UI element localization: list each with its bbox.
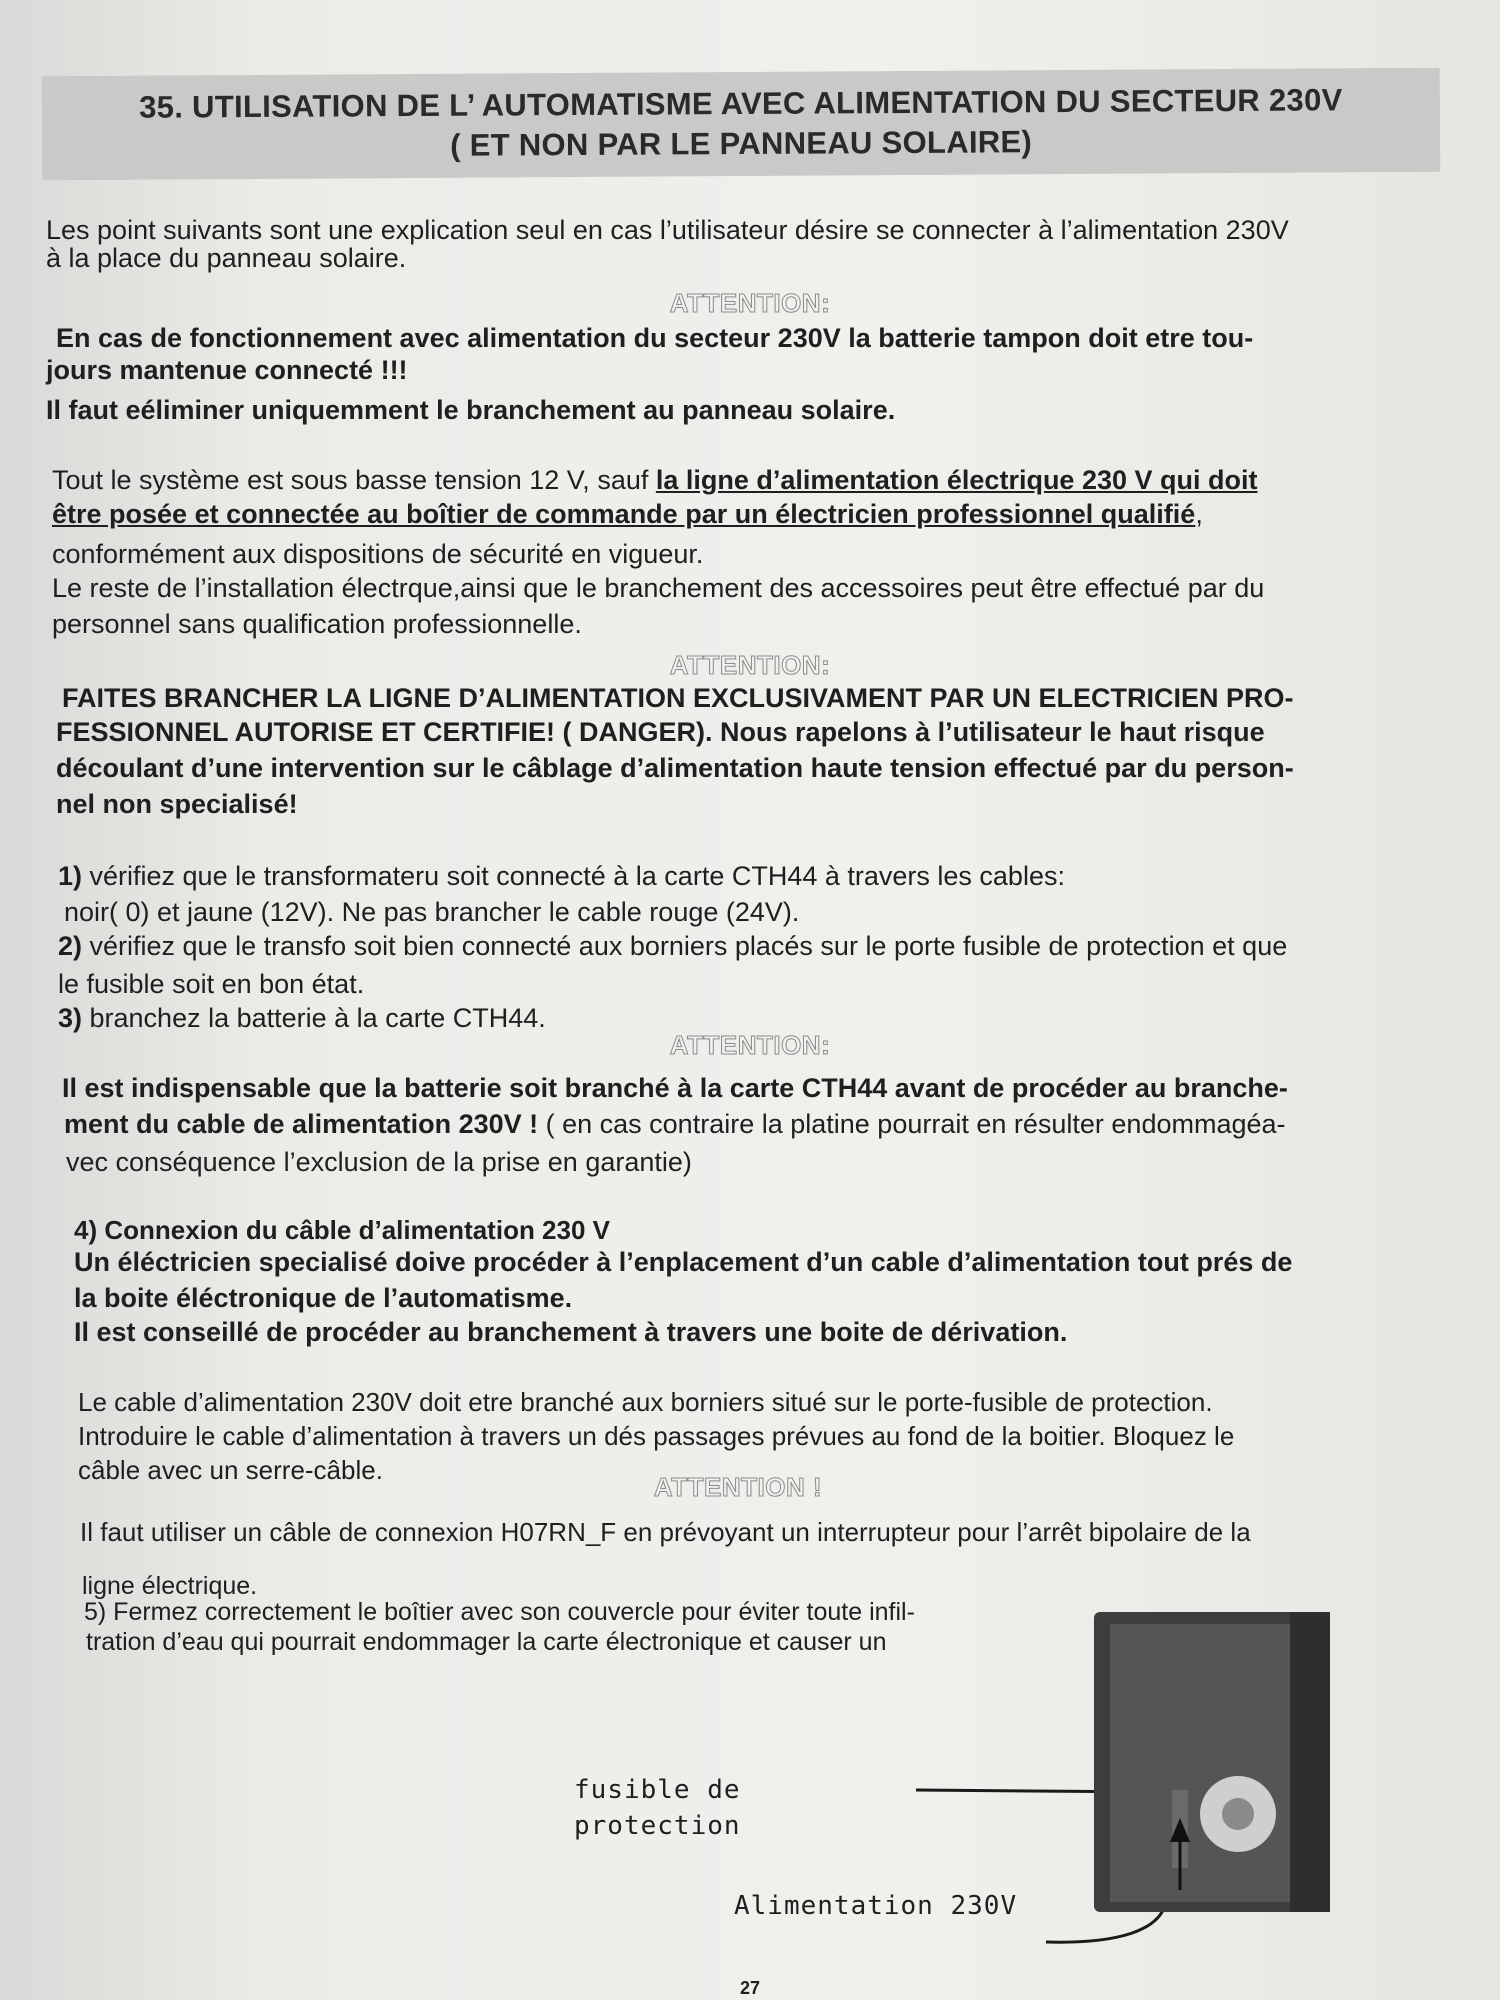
final-line-1: Il faut utiliser un câble de connexion H07RN_F en prévoyant un interrupteur pour l’arrêt bipolaire de la xyxy=(80,1517,1251,1547)
warning-2-line-3: découlant d’une intervention sur le câblage d’alimentation haute tension effectué par du person- xyxy=(56,753,1294,783)
cable-line-3: câble avec un serre-câble. xyxy=(78,1455,383,1485)
warning-2-line-4: nel non specialisé! xyxy=(56,789,298,819)
voltage-line-1-emphasis: la ligne d’alimentation électrique 230 V qui doit xyxy=(655,465,1258,495)
warning-3-emphasis: ment du cable de alimentation 230V ! xyxy=(64,1109,546,1139)
step-5-line-2: tration d’eau qui pourrait endommager la carte électronique et causer un xyxy=(86,1628,887,1656)
voltage-line-4: Le reste de l’installation électrque,ainsi que le branchement des accessoires peut être effectué par du xyxy=(52,573,1265,603)
cable-line-2: Introduire le cable d’alimentation à travers un dés passages prévues au fond de la boitier. Bloquez le xyxy=(78,1421,1235,1451)
warning-2-line-2: FESSIONNEL AUTORISE ET CERTIFIE! ( DANGER). Nous rapelons à l’utilisateur le haut risque xyxy=(56,717,1265,747)
voltage-line-1-plain: Tout le système est sous basse tension 12 V, sauf xyxy=(52,465,656,495)
section-subtitle: ( ET NON PAR LE PANNEAU SOLAIRE) xyxy=(450,124,1033,163)
intro-line-1: Les point suivants sont une explication seul en cas l’utilisateur désire se connecter à l’alimentation 230V xyxy=(46,215,1289,245)
box-side xyxy=(1290,1612,1330,1912)
warning-3-note: ( en cas contraire la platine pourrait en résulter endommagéa- xyxy=(545,1109,1286,1139)
warning-3-line-1: Il est indispensable que la batterie soit branché à la carte CTH44 avant de procéder au branche- xyxy=(62,1073,1288,1103)
step-4-line-1: Un éléctricien specialisé doive procéder à l’enplacement d’un cable d’alimentation tout prés de xyxy=(74,1247,1293,1277)
step-5-line-1: 5) Fermez correctement le boîtier avec son couvercle pour éviter toute infil- xyxy=(84,1598,915,1626)
step-4-line-3: Il est conseillé de procéder au branchement à travers une boite de dérivation. xyxy=(74,1317,1068,1347)
step-1-number: 1) xyxy=(58,861,83,891)
step-3-number: 3) xyxy=(58,1003,83,1033)
voltage-line-5: personnel sans qualification professionnelle. xyxy=(52,609,582,639)
page-number: 27 xyxy=(740,1978,761,1998)
voltage-line-3: conformément aux dispositions de sécurité en vigueur. xyxy=(52,539,704,569)
control-box-illustration xyxy=(1090,1612,1350,1942)
step-2-text: vérifiez que le transfo soit bien connecté aux borniers placés sur le porte fusible de protection et que xyxy=(82,931,1288,961)
step-1-text: vérifiez que le transformateru soit connecté à la carte CTH44 à travers les cables: xyxy=(82,861,1065,891)
attention-heading-3: ATTENTION: xyxy=(669,1030,831,1060)
cable-gland-hole-icon xyxy=(1222,1798,1254,1830)
warning-2-line-1: FAITES BRANCHER LA LIGNE D’ALIMENTATION EXCLUSIVAMENT PAR UN ELECTRICIEN PRO- xyxy=(62,683,1294,713)
attention-heading-1: ATTENTION: xyxy=(669,288,831,318)
box-panel xyxy=(1110,1624,1310,1902)
step-4-title: 4) Connexion du câble d’alimentation 230 V xyxy=(74,1215,610,1245)
voltage-line-2-emphasis: être posée et connectée au boîtier de commande par un électricien professionnel qualifié xyxy=(52,499,1196,529)
intro-line-2: à la place du panneau solaire. xyxy=(46,243,407,273)
final-line-2: ligne électrique. xyxy=(82,1572,258,1600)
section-title: 35. UTILISATION DE L’ AUTOMATISME AVEC ALIMENTATION DU SECTEUR 230V xyxy=(139,82,1343,125)
voltage-line-2-comma: , xyxy=(1195,499,1203,529)
warning-1-line-1: En cas de fonctionnement avec alimentation du secteur 230V la batterie tampon doit etre tou- xyxy=(56,323,1254,353)
step-1-line-2: noir( 0) et jaune (12V). Ne pas brancher le cable rouge (24V). xyxy=(64,897,800,927)
step-2-line-2: le fusible soit en bon état. xyxy=(58,969,365,999)
step-4-line-2: la boite éléctronique de l’automatisme. xyxy=(74,1283,573,1313)
step-3-text: branchez la batterie à la carte CTH44. xyxy=(82,1003,546,1033)
warning-1-line-2: jours mantenue connecté !!! xyxy=(46,355,408,385)
fuse-label: fusible de protection xyxy=(574,1775,741,1841)
cable-line-1: Le cable d’alimentation 230V doit etre branché aux borniers situé sur le porte-fusible de protection. xyxy=(78,1387,1213,1417)
attention-heading-2: ATTENTION: xyxy=(669,650,831,680)
attention-heading-4: ATTENTION ! xyxy=(653,1472,823,1502)
power-label: Alimentation 230V xyxy=(734,1891,1018,1921)
warning-3-line-3: vec conséquence l’exclusion de la prise en garantie) xyxy=(66,1147,692,1177)
step-2-number: 2) xyxy=(58,931,83,961)
warning-1-line-3: Il faut eéliminer uniquemment le branchement au panneau solaire. xyxy=(46,395,896,425)
